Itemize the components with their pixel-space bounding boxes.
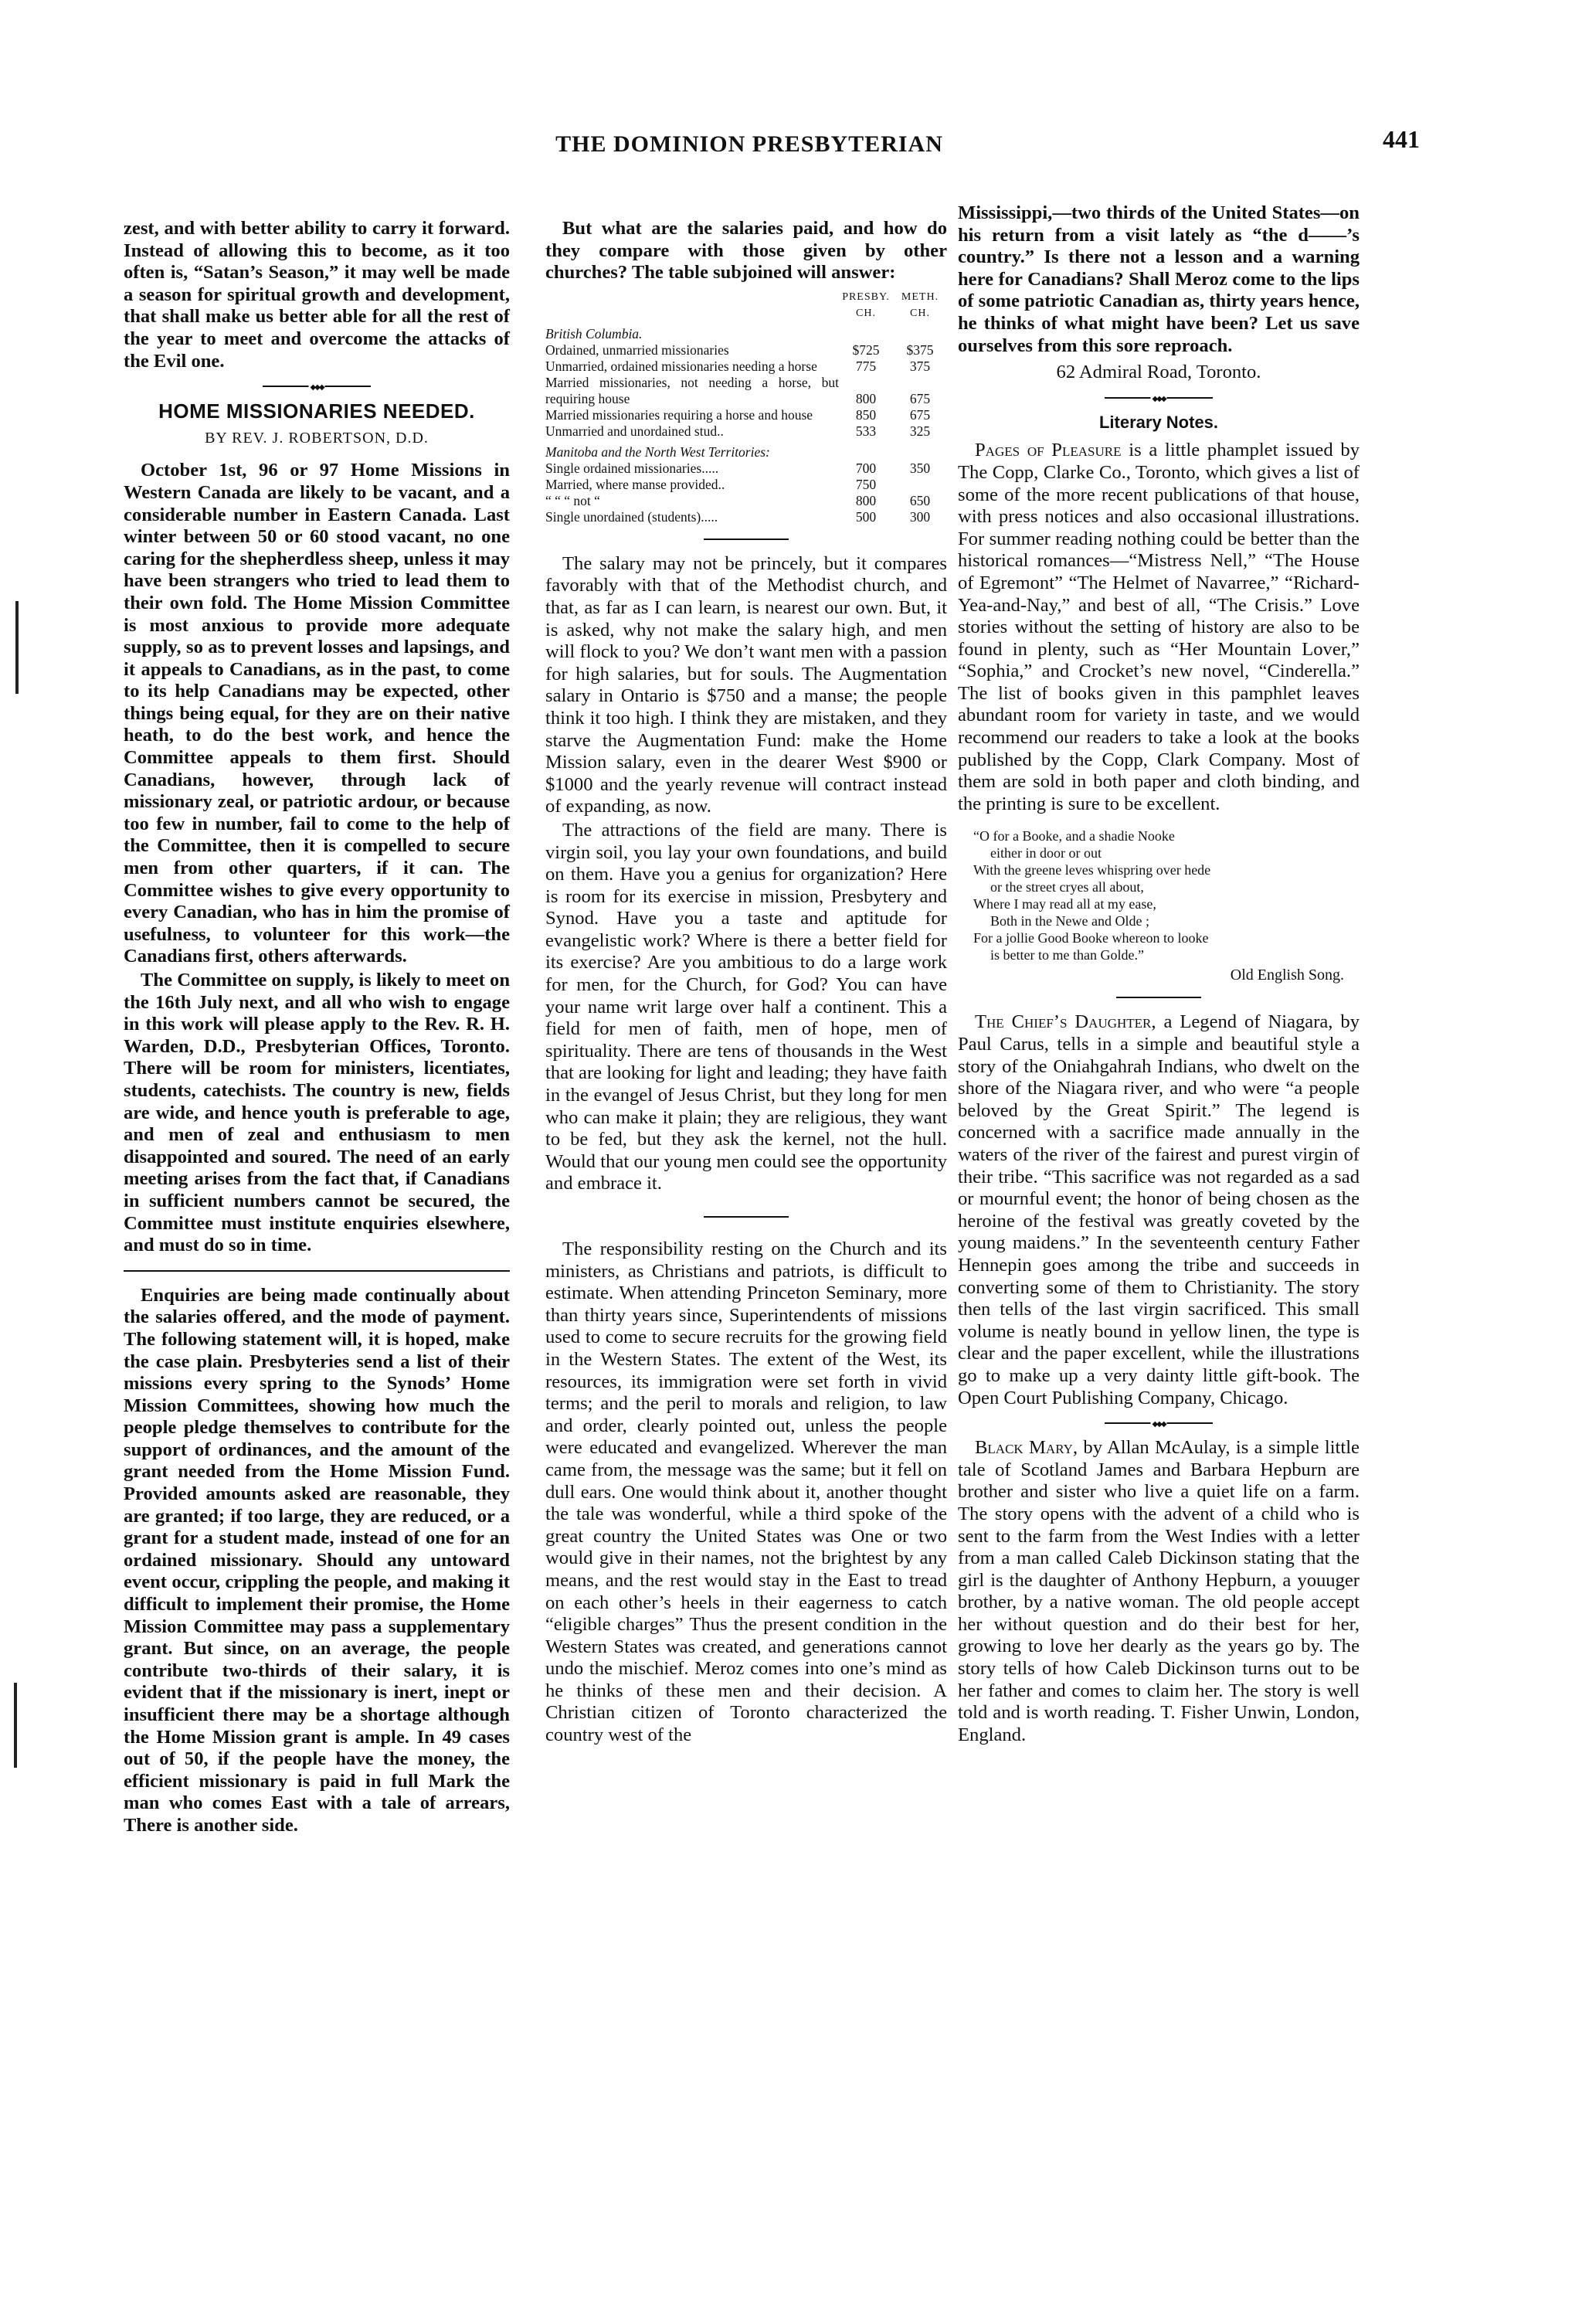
table-row: “ “ “ not “ 800 650 [545,492,931,508]
poem-line: is better to me than Golde.” [990,947,1144,963]
article-heading: HOME MISSIONARIES NEEDED. [158,399,475,423]
table-row: Ordained, unmarried missionaries $725 $375 [545,341,934,358]
column-right [958,202,1360,1748]
salary-table [545,289,947,525]
book-title: Pages of Pleasure [975,440,1122,461]
poem-line: “O for a Booke, and a shadie Nooke [973,828,1175,844]
address: 62 Admiral Road, Toronto. [1056,362,1261,383]
ornament-divider [1105,1419,1213,1428]
page-number: 441 [1383,125,1420,153]
poem-line: either in door or out [990,845,1102,861]
paragraph: The salary may not be princely, but it compares favorably with that of the Methodist church, and that, as far as I can learn, is nearest our own. But, it is asked, why not make the salary high, and men will flock to you? We don’t want men with a passion for high salaries, but for souls. The Augmentation salary in Ontario is $750 and a manse; the people think it too high. I think they are mistaken, and they starve the Augmentation Fund: make the Home Mission salary, even in the dearer West $900 or $1000 and the yearly revenue will contract instead of expanding, as now. [545,552,947,817]
rule-divider [704,535,789,544]
ornament-divider [1105,393,1213,403]
table-section-label: British Columbia. [545,325,643,341]
paragraph: Pages of Pleasure is a little phamplet issued by The Copp, Clarke Co., Toronto, which gives a list of some of the more recent publications of that house, with press notices and also occasional illustrations. For summer reading nothing could be better than the historical romances—“Mistress Nell,” “The House of Egremont” “The Helmet of Navarree,” “Richard-Yea-and-Nay,” and best of all, “The Crisis.” Love stories without the setting of history are also to be found in plenty, such as “Her Mountain Lover,” “Sophia,” and Crocket’s new novel, “Cinderella.” The list of books given in this pamphlet leaves abundant room for variety in taste, and we would recommend our readers to take a look at the books published by the Copp, Clark Company. Most of them are sold in both paper and cloth binding, and the printing is sure to be excellent. [958,440,1360,814]
section-heading: Literary Notes. [1098,412,1219,432]
paragraph: The responsibility resting on the Church and its ministers, as Christians and patriots, is difficult to estimate. When attending Princeton Seminary, more than thirty years since, Superintendents of missions used to come to secure recruits for the growing field in the Western States. The extent of the West, its resources, its immigration were set forth in vivid terms; and the peril to morals and religion, to law and order, clearly pointed out, unless the people were educated and evangelized. Wherever the man came from, the message was the same; but it fell on dull ears. One would think about it, another thought the tale was wonderful, while a third spoke of the great country the United States was One or two would give in their names, not the brightest by any means, and the rest would stay in the East to tread on each other’s heels in their eagerness to catch “eligible charges” Thus the present condition in the Western States was created, and generations cannot undo the mischief. Meroz comes into one’s mind as he thinks of these men and their decision. A Christian citizen of Toronto characterized the country west of the [545,1238,947,1746]
margin-mark-1 [15,601,19,694]
paragraph-intro: zest, and with better ability to carry it forward. Instead of allowing this to become, as it too often is, “Satan’s Season,” it may well be made a season for spiritual growth and development, that shall make us better able for all the rest of the year to meet and overcome the attacks of the Evil one. [124,218,510,372]
table-row: Single unordained (students)..... 500 300 [545,508,931,525]
column-left [124,218,510,1839]
poem-line: With the greene leves whispring over hede [973,862,1211,878]
poem-line: Where I may read all at my ease, [973,896,1156,912]
paragraph: But what are the salaries paid, and how do they compare with those given by other churches? The table subjoined will answer: [545,218,947,284]
paragraph: The Committee on supply, is likely to meet on the 16th July next, and all who wish to engage in this work will please apply to the Rev. R. H. Warden, D.D., Presbyterian Offices, Toronto. There will be room for ministers, licentiates, students, catechists. The country is new, fields are wide, and hence youth is preferable to age, and men of zeal and enthusiasm to men disappointed and soured. The need of an early meeting arises from the fact that, if Canadians in sufficient numbers cannot be secured, the Committee must institute enquiries elsewhere, and must do so in time. [124,970,510,1256]
rule-divider [1116,993,1201,1002]
book-title: The Chief’s Daughter, [975,1011,1156,1033]
paragraph: Black Mary, by Allan McAulay, is a simple little tale of Scotland James and Barbara Hepburn are brother and sister who live a quiet life on a farm. The story opens with the advent of a child who is sent to the farm from the West Indies with a letter from a man called Caleb Dickinson stating that the girl is the daughter of Anthony Hepburn, a youuger brother, by a native woman. The old people accept her without question and do their best for her, growing to love her dearly as the years go by. The story tells of how Caleb Dickinson turns out to be her father and comes to claim her. The story is well told and is worth reading. T. Fisher Unwin, London, England. [958,1437,1360,1745]
table-row: Single ordained missionaries..... 700 350 [545,460,931,476]
table-row: Unmarried, ordained missionaries needing a horse 775 375 [545,358,931,374]
table-row: Unmarried and unordained stud.. 533 325 [545,423,931,439]
poem-line: or the street cryes all about, [990,879,1144,895]
rule-divider [704,1212,789,1221]
paragraph: The attractions of the field are many. There is virgin soil, you lay your own foundations, and build on them. Have you a genius for organization? Here is room for its exercise in mission, Presbytery and Synod. Have you a taste and aptitude for evangelistic work? Where is there a better field for its exercise? Are you ambitious to do a large work for men, for the Church, for God? You can have your name writ large over half a continent. This a field for men of faith, men of hope, men of spirituality. There are tens of thousands in the West that are looking for light and leading; they have faith in the evangel of Jesus Christ, but they long for men who can make it plain; they are religious, they want to be fed, but they ask the kernel, not the hull. Would that our young men could see the opportunity and embrace it. [545,819,947,1194]
table-row: Married, where manse provided.. 750 [545,476,877,492]
table-row: Married missionaries requiring a horse and house 850 675 [545,406,931,423]
margin-mark-2 [14,1683,17,1768]
book-title: Black Mary, [975,1437,1078,1459]
paragraph: October 1st, 96 or 97 Home Missions in Western Canada are likely to be vacant, and a considerable number in Eastern Canada. Last winter between 50 or 60 stood vacant, no one caring for the shepherdless sheep, unless it may have been strangers who tried to lead them to their own fold. The Home Mission Committee is most anxious to provide more adequate supply, so as to prevent losses and lapsings, and it appeals to Canadians, as in the past, to come to its help Canadians may be expected, other things being equal, for they are on their native heath, to do the best work, and hence the Committee appeals to them first. Should Canadians, however, through lack of missionary zeal, or patriotic ardour, or because too few in number, fail to come to the help of the Committee, then it is compelled to secure men from other quarters, if it can. The Committee wishes to give every opportunity to every Canadian, who has in him the promise of usefulness, to volunteer for this work—the Canadians first, others afterwards. [124,460,510,967]
table-row: Married missionaries, not needing a horse, but requiring house 800 675 [545,374,931,406]
paragraph: The Chief’s Daughter, a Legend of Niagara, by Paul Carus, tells in a simple and beautiful style a story of the Oniahgahrah Indians, who dwelt on the shore of the Niagara river, and who were “a people beloved by the Great Spirit.” The legend is concerned with a sacrifice made annually in the waters of the river of the fairest and purest virgin of their tribe. “This sacrifice was not regarded as a sad or mournful event; the honor of being chosen as the heroine of the festival was greatly coveted by the young maidens.” In the seventeenth century Father Hennepin goes among the tribe and succeeds in converting some of them to Christianity. The story then tells of the last virgin sacrificed. This small volume is neatly bound in yellow linen, the type is clear and the paper excellent, while the illustrations go to make up a very dainty little gift-book. The Open Court Publishing Company, Chicago. [958,1011,1360,1408]
poem-line: For a jollie Good Booke whereon to looke [973,930,1209,946]
poem-source: Old English Song. [1230,967,1344,984]
table-section-label: Manitoba and the North West Territories: [545,443,770,460]
ornament-divider [263,382,371,391]
column-header-presby: PRESBY. CH. [842,290,890,319]
running-header: THE DOMINION PRESBYTERIAN [555,131,943,157]
paragraph: Enquiries are being made continually about the salaries offered, and the mode of payment. The following statement will, it is hoped, make the case plain. Presbyteries send a list of their missions every spring to the Synods’ Home Mission Committees, showing how much the people pledge themselves to contribute for the support of ordinances, and the amount of the grant needed from the Home Mission Fund. Provided amounts asked are reasonable, they are granted; if too large, they are reduced, or a grant for a student made, instead of one for an ordained missionary. Should any untoward event occur, crippling the people, and making it difficult to implement their promise, the Home Mission Committee may pass a supplementary grant. But since, on an average, the people contribute two-thirds of their salary, it is evident that if the missionary is inert, inept or insufficient there may be a shortage although the Home Mission grant is ample. In 49 cases out of 50, if the people have the money, the efficient missionary is paid in full Mark the man who comes East with a tale of arrears, There is another side. [124,1284,510,1836]
column-middle [545,218,947,1748]
poem [973,827,1360,984]
byline: BY REV. J. ROBERTSON, D.D. [205,429,429,447]
column-header-meth: METH. CH. [901,290,939,319]
poem-line: Both in the Newe and Olde ; [990,913,1149,929]
paragraph: Mississippi,—two thirds of the United States—on his return from a visit lately as “the d——’s country.” Is there not a lesson and a warning here for Canadians? Shall Meroz come to the lips of some patriotic Canadian as, thirty years hence, he thinks of what might have been? Let us save ourselves from this sore reproach. [958,202,1360,356]
rule-divider [124,1266,510,1276]
